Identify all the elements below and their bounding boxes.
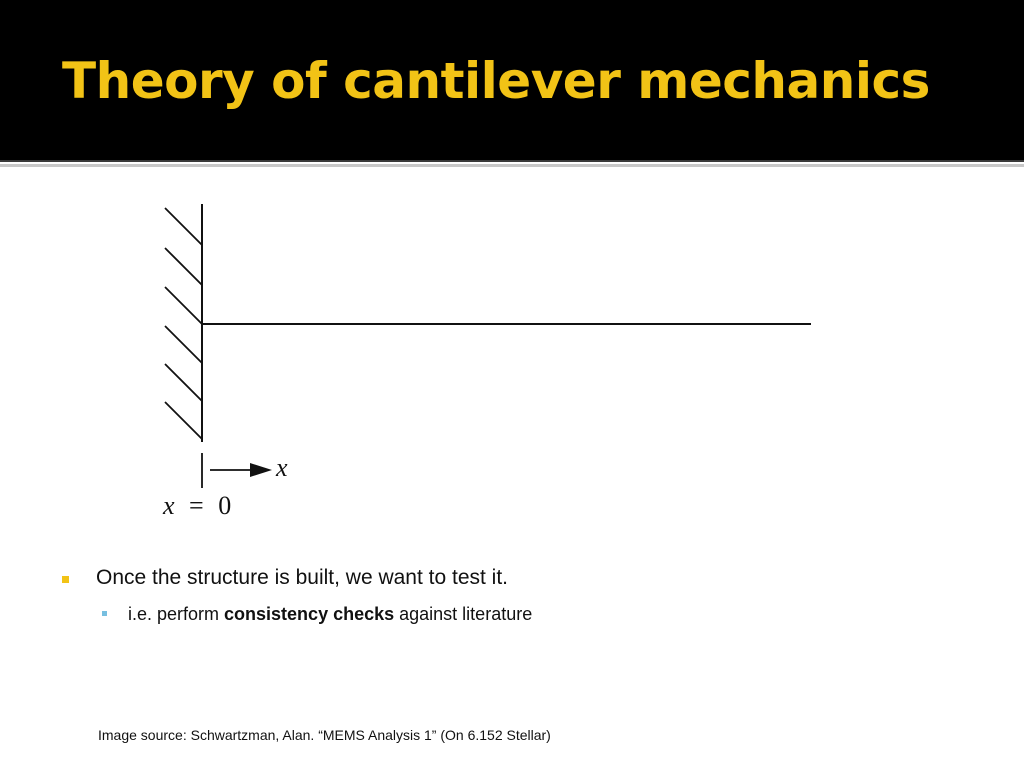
bullet-level1 [60,566,960,596]
wall-hatching [165,208,202,439]
origin-label: x = 0 [163,491,232,520]
bullet-level2-suffix: against literature [394,604,533,624]
bullet-level1-text: Once the structure is built, we want to test it. [96,566,509,589]
bullet-level2-prefix: i.e. perform [128,604,225,624]
bullet-level2 [60,604,960,634]
image-source-caption: Image source: Schwartzman, Alan. “MEMS Analysis 1” (On 6.152 Stellar) [98,727,551,743]
x-axis-label: x [276,453,288,482]
bullet-level2-bold: consistency checks [224,604,395,624]
bullet-level2-text [128,604,532,625]
square-bullet-icon [62,576,69,583]
x-axis-arrowhead [250,463,272,477]
small-square-bullet-icon [102,611,107,616]
slide-title: Theory of cantilever mechanics [62,52,930,110]
bullet-list [60,566,960,634]
